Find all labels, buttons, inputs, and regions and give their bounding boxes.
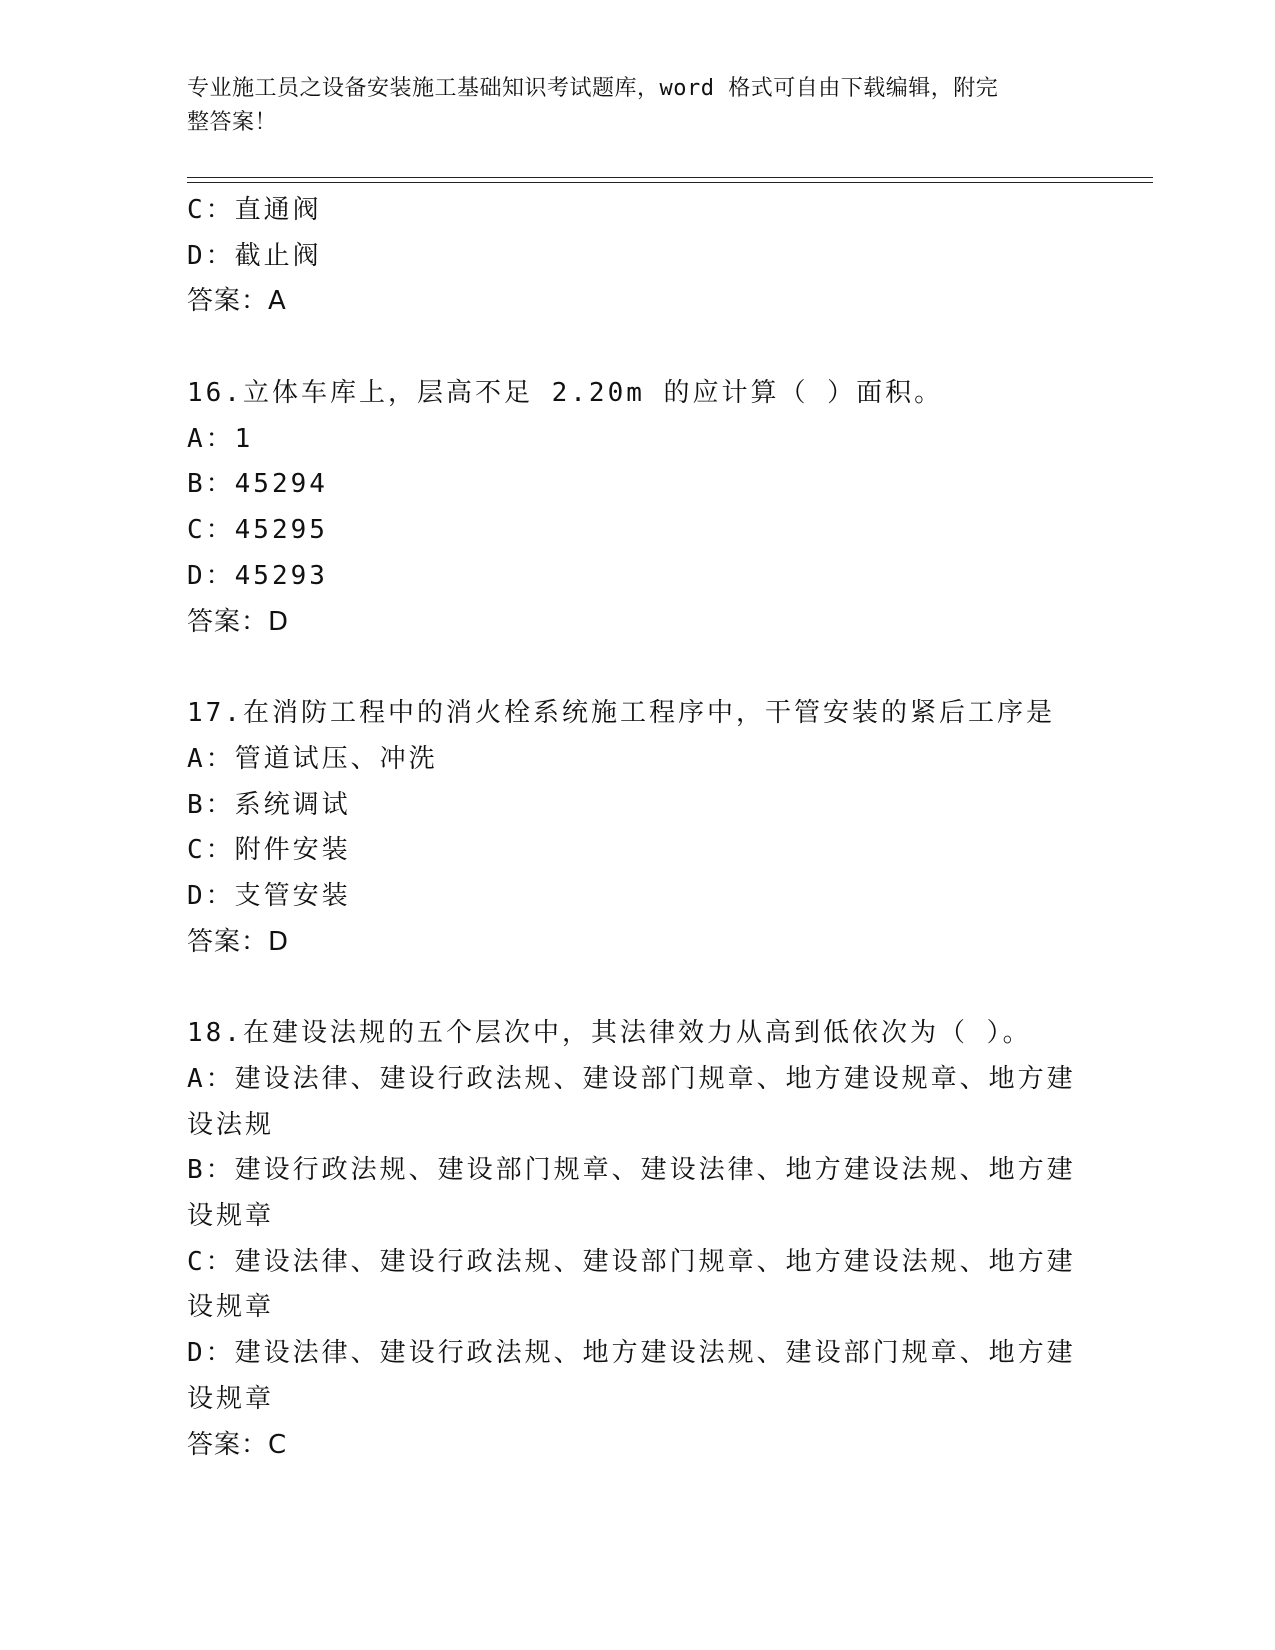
header-line-2: 整答案！	[187, 110, 278, 135]
option-c: C：直通阀	[187, 195, 322, 225]
option-c: C：45295	[187, 515, 328, 546]
option-b: B：45294	[187, 469, 328, 500]
option-d: D：45293	[187, 560, 328, 591]
option-d: D：截止阀	[187, 240, 322, 271]
question-16	[187, 371, 1087, 645]
option-d: D：建设法律、建设行政法规、地方建设法规、建设部门规章、地方建	[187, 1338, 1076, 1369]
option-b-continued: 设规章	[187, 1201, 275, 1232]
question-list	[187, 188, 1087, 1468]
question-stem: 16.立体车库上，层高不足 2.20m 的应计算（ ）面积。	[187, 378, 944, 409]
question-stem: 17.在消防工程中的消火栓系统施工程序中，干管安装的紧后工序是	[187, 698, 1055, 729]
answer-line: 答案：C	[187, 1429, 288, 1460]
header-line-1: 专业施工员之设备安装施工基础知识考试题库，word 格式可自由下载编辑，附完	[187, 76, 999, 101]
question-stem: 18.在建设法规的五个层次中，其法律效力从高到低依次为（ ）。	[187, 1018, 1032, 1049]
header-divider-bottom	[187, 182, 1153, 183]
option-c: C：建设法律、建设行政法规、建设部门规章、地方建设法规、地方建	[187, 1246, 1076, 1277]
answer-line: 答案：A	[187, 286, 287, 317]
option-a: A：建设法律、建设行政法规、建设部门规章、地方建设规章、地方建	[187, 1064, 1076, 1094]
option-a-continued: 设法规	[187, 1109, 275, 1140]
question-18	[187, 1011, 1087, 1468]
option-d-continued: 设规章	[187, 1383, 275, 1414]
option-a: A：管道试压、冲洗	[187, 743, 438, 774]
question-17	[187, 691, 1087, 965]
header-divider-top	[187, 177, 1153, 178]
option-c-continued: 设规章	[187, 1292, 275, 1323]
option-a: A：1	[187, 423, 254, 454]
option-b: B：系统调试	[187, 789, 351, 820]
document-header	[187, 72, 1067, 140]
option-c: C：附件安装	[187, 835, 351, 866]
answer-line: 答案：D	[187, 606, 290, 637]
option-d: D：支管安装	[187, 880, 351, 911]
option-b: B：建设行政法规、建设部门规章、建设法律、地方建设法规、地方建	[187, 1155, 1076, 1186]
answer-line: 答案：D	[187, 926, 290, 957]
previous-question-continuation	[187, 188, 1087, 325]
